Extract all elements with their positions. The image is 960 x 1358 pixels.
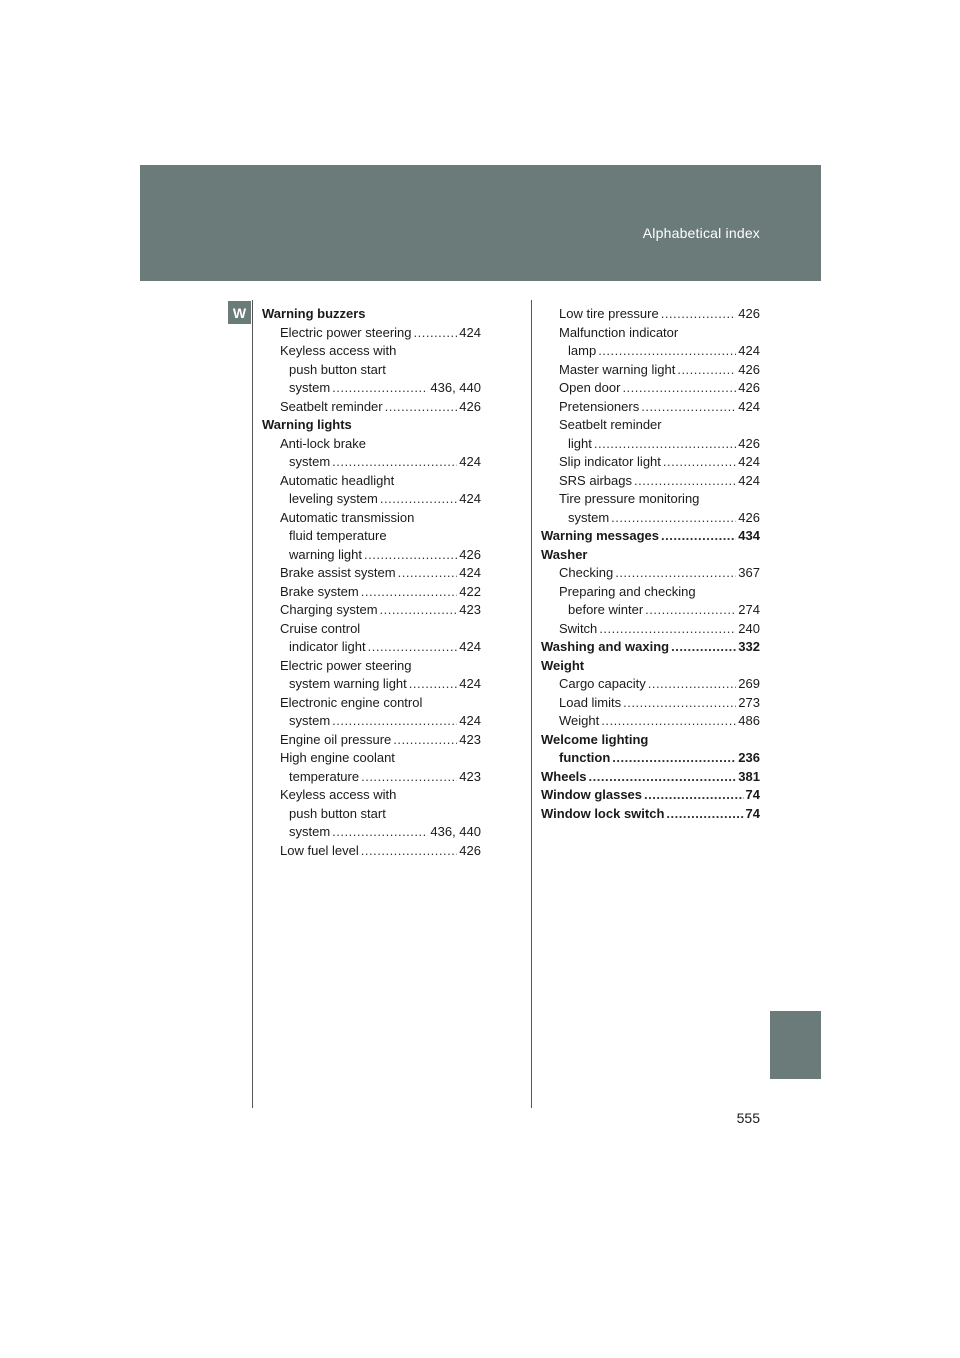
index-column-2 <box>541 305 760 823</box>
index-entry-label: Pretensioners <box>559 398 640 414</box>
index-entry <box>541 472 760 491</box>
index-entry <box>262 768 481 787</box>
index-entry <box>262 305 481 324</box>
dot-leader <box>368 638 458 657</box>
index-entry <box>541 435 760 454</box>
index-entry <box>541 675 760 694</box>
dot-leader <box>601 712 736 731</box>
index-entry-pages[interactable]: 423 <box>459 768 481 784</box>
index-entry-label: Low tire pressure <box>559 306 659 321</box>
index-entry-pages[interactable]: 424 <box>738 454 760 469</box>
index-entry-label: Weight <box>559 713 600 728</box>
index-entry <box>541 546 760 565</box>
index-entry-pages[interactable]: 332 <box>738 639 760 654</box>
header-band <box>140 165 821 281</box>
index-entry-pages[interactable]: 236 <box>738 750 760 765</box>
index-entry-label: system <box>289 713 331 728</box>
index-entry-pages[interactable]: 424 <box>459 565 481 580</box>
dot-leader <box>361 768 457 787</box>
index-entry <box>262 342 481 361</box>
index-entry <box>262 712 481 731</box>
index-entry <box>262 823 481 842</box>
dot-leader <box>623 694 736 713</box>
index-entry <box>262 398 481 417</box>
column-divider-middle <box>531 300 532 1108</box>
dot-leader <box>634 472 736 491</box>
index-entry-pages[interactable]: 424 <box>459 713 481 728</box>
index-entry-label: system <box>289 454 331 469</box>
index-entry-label: Anti-lock brake <box>280 435 366 451</box>
index-entry-label: Preparing and checking <box>559 583 696 599</box>
column-divider-left <box>252 300 253 1108</box>
index-entry <box>262 583 481 602</box>
dot-leader <box>598 342 736 361</box>
index-entry <box>541 601 760 620</box>
index-entry-label: Welcome lighting <box>541 731 649 747</box>
dot-leader <box>677 361 736 380</box>
index-entry-label: system <box>289 380 331 395</box>
index-entry <box>541 805 760 824</box>
dot-leader <box>611 509 736 528</box>
index-entry <box>541 342 760 361</box>
index-entry-label: light <box>568 435 592 451</box>
index-entry-pages[interactable]: 273 <box>738 694 760 710</box>
dot-leader <box>332 823 428 842</box>
index-entry-pages[interactable]: 424 <box>738 398 760 414</box>
index-entry-pages[interactable]: 274 <box>738 602 760 617</box>
index-entry-label: Automatic transmission <box>280 509 415 525</box>
index-entry <box>541 749 760 768</box>
index-entry-label: Brake assist system <box>280 565 396 580</box>
section-title: Alphabetical index <box>642 225 760 241</box>
index-entry-pages[interactable]: 426 <box>738 435 760 451</box>
index-entry-label: High engine coolant <box>280 750 395 765</box>
index-entry <box>541 361 760 380</box>
index-entry-label: Master warning light <box>559 361 676 377</box>
index-entry <box>262 657 481 676</box>
index-entry <box>541 564 760 583</box>
index-entry-label: Slip indicator light <box>559 454 661 469</box>
index-entry-label: Cruise control <box>280 620 361 636</box>
index-entry-pages[interactable]: 426 <box>738 361 760 377</box>
index-column-1 <box>262 305 481 860</box>
index-entry <box>262 490 481 509</box>
index-entry <box>262 472 481 491</box>
index-entry-label: SRS airbags <box>559 472 632 488</box>
dot-leader <box>612 749 736 768</box>
index-entry-pages[interactable]: 424 <box>459 491 481 506</box>
index-entry-label: Window glasses <box>541 787 643 802</box>
index-letter-tab: W <box>228 301 251 324</box>
index-entry <box>262 324 481 343</box>
dot-leader <box>661 305 737 324</box>
index-entry-pages[interactable]: 423 <box>459 731 481 747</box>
dot-leader <box>361 842 458 861</box>
index-entry <box>262 638 481 657</box>
index-entry-label: warning light <box>289 546 362 562</box>
dot-leader <box>599 620 736 639</box>
index-entry-label: Keyless access with <box>280 787 397 802</box>
index-entry <box>262 620 481 639</box>
index-entry <box>541 786 760 805</box>
index-entry-pages[interactable]: 426 <box>459 842 481 858</box>
dot-leader <box>661 527 736 546</box>
index-entry-pages[interactable]: 424 <box>738 343 760 358</box>
index-entry-pages[interactable]: 426 <box>459 546 481 562</box>
index-entry-label: Low fuel level <box>280 842 359 858</box>
index-entry-label: Electric power steering <box>280 657 412 673</box>
index-entry-label: fluid temperature <box>289 528 387 543</box>
index-entry-label: push button start <box>289 805 386 821</box>
index-entry-pages[interactable]: 436, 440 <box>430 380 481 395</box>
index-entry <box>262 564 481 583</box>
index-entry <box>541 416 760 435</box>
index-entry-pages[interactable]: 486 <box>738 713 760 728</box>
dot-leader <box>648 675 737 694</box>
index-entry-pages[interactable]: 426 <box>459 398 481 414</box>
index-entry-label: Electric power steering <box>280 324 412 340</box>
index-entry-pages[interactable]: 422 <box>459 583 481 599</box>
index-entry <box>541 379 760 398</box>
index-entry-label: Warning buzzers <box>262 306 366 321</box>
index-entry <box>262 509 481 528</box>
index-entry-pages[interactable]: 434 <box>738 528 760 543</box>
index-entry-label: Malfunction indicator <box>559 324 679 340</box>
chapter-thumb-tab <box>770 1011 821 1079</box>
index-entry-pages[interactable]: 426 <box>738 509 760 525</box>
dot-leader <box>385 398 458 417</box>
dot-leader <box>641 398 736 417</box>
index-entry-label: system warning light <box>289 676 407 691</box>
index-entry <box>262 361 481 380</box>
index-entry <box>262 731 481 750</box>
dot-leader <box>622 379 736 398</box>
index-entry <box>541 453 760 472</box>
dot-leader <box>666 805 743 824</box>
index-entry-label: Automatic headlight <box>280 472 395 488</box>
index-entry <box>262 694 481 713</box>
index-entry-label: Checking <box>559 565 614 580</box>
dot-leader <box>393 731 457 750</box>
index-entry-label: system <box>568 509 610 525</box>
index-entry-label: Tire pressure monitoring <box>559 491 700 506</box>
index-entry <box>262 546 481 565</box>
index-entry-label: Washing and waxing <box>541 639 670 654</box>
index-entry-pages[interactable]: 424 <box>459 324 481 340</box>
dot-leader <box>398 564 458 583</box>
dot-leader <box>332 379 428 398</box>
index-entry-label: lamp <box>568 343 597 358</box>
index-entry <box>262 435 481 454</box>
dot-leader <box>364 546 457 565</box>
index-entry <box>541 509 760 528</box>
page-number: 555 <box>736 1110 760 1126</box>
index-entry-label: Window lock switch <box>541 805 665 821</box>
dot-leader <box>645 601 736 620</box>
index-entry-pages[interactable]: 381 <box>738 768 760 784</box>
index-entry <box>541 490 760 509</box>
dot-leader <box>589 768 737 787</box>
index-entry-label: Seatbelt reminder <box>280 398 383 414</box>
index-entry-label: Seatbelt reminder <box>559 417 662 432</box>
dot-leader <box>380 490 457 509</box>
dot-leader <box>332 453 457 472</box>
index-entry <box>262 601 481 620</box>
index-entry <box>262 749 481 768</box>
index-entry <box>262 416 481 435</box>
index-entry <box>262 675 481 694</box>
index-entry-label: Engine oil pressure <box>280 731 392 747</box>
index-entry-label: Switch <box>559 620 598 636</box>
dot-leader <box>380 601 458 620</box>
dot-leader <box>671 638 736 657</box>
index-entry-label: push button start <box>289 361 386 377</box>
index-entry <box>262 379 481 398</box>
index-entry <box>541 694 760 713</box>
index-entry-label: Cargo capacity <box>559 676 646 691</box>
dot-leader <box>663 453 736 472</box>
index-entry <box>541 731 760 750</box>
dot-leader <box>594 435 736 454</box>
index-entry <box>262 453 481 472</box>
index-entry <box>541 620 760 639</box>
index-entry-label: Washer <box>541 546 588 562</box>
index-entry <box>541 768 760 787</box>
index-entry-pages[interactable]: 424 <box>738 472 760 488</box>
index-entry-pages[interactable]: 269 <box>738 676 760 691</box>
index-entry <box>541 305 760 324</box>
index-entry-label: Warning lights <box>262 417 352 432</box>
dot-leader <box>414 324 458 343</box>
index-entry-label: Wheels <box>541 768 587 784</box>
index-entry-pages[interactable]: 367 <box>738 565 760 580</box>
index-entry-label: leveling system <box>289 491 378 506</box>
index-entry-label: Weight <box>541 657 585 673</box>
index-entry-label: Electronic engine control <box>280 694 423 710</box>
index-entry-pages[interactable]: 74 <box>745 805 760 821</box>
index-entry-label: Brake system <box>280 583 359 599</box>
index-entry <box>541 657 760 676</box>
index-entry-label: Load limits <box>559 694 622 710</box>
index-entry-pages[interactable]: 426 <box>738 306 760 321</box>
index-entry <box>541 712 760 731</box>
index-entry-label: Open door <box>559 380 621 395</box>
index-entry <box>262 805 481 824</box>
index-entry-pages[interactable]: 436, 440 <box>430 824 481 839</box>
index-entry-label: Keyless access with <box>280 343 397 358</box>
dot-leader <box>332 712 457 731</box>
index-entry-label: temperature <box>289 768 360 784</box>
index-entry <box>541 324 760 343</box>
index-entry-label: Warning messages <box>541 528 660 543</box>
dot-leader <box>361 583 458 602</box>
dot-leader <box>615 564 736 583</box>
index-entry-pages[interactable]: 424 <box>459 639 481 654</box>
index-entry-label: Charging system <box>280 602 378 617</box>
index-entry <box>262 842 481 861</box>
index-entry-label: indicator light <box>289 639 366 654</box>
index-entry-label: before winter <box>568 602 644 617</box>
index-entry-label: function <box>559 750 611 765</box>
index-entry <box>541 398 760 417</box>
index-entry-pages[interactable]: 424 <box>459 676 481 691</box>
index-entry-pages[interactable]: 240 <box>738 620 760 636</box>
index-entry-pages[interactable]: 74 <box>745 787 760 802</box>
index-entry-pages[interactable]: 423 <box>459 602 481 617</box>
dot-leader <box>644 786 744 805</box>
index-entry <box>541 583 760 602</box>
index-entry <box>262 786 481 805</box>
index-entry <box>541 527 760 546</box>
index-entry-pages[interactable]: 424 <box>459 454 481 469</box>
dot-leader <box>409 675 458 694</box>
index-entry-pages[interactable]: 426 <box>738 380 760 395</box>
index-entry <box>541 638 760 657</box>
index-entry <box>262 527 481 546</box>
index-entry-label: system <box>289 824 331 839</box>
